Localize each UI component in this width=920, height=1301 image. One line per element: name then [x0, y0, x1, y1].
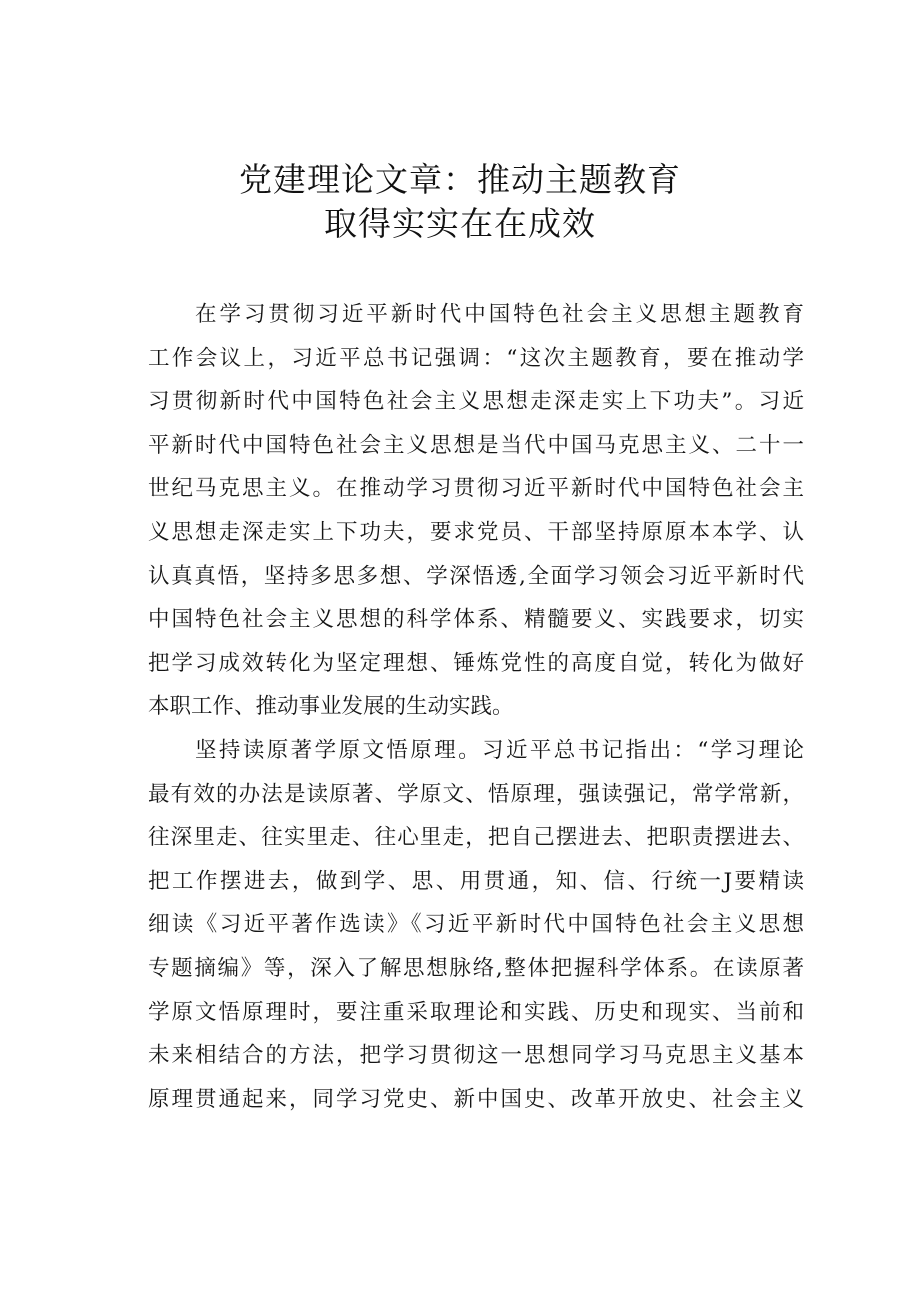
paragraph-2-line: 坚持读原著学原文悟原理。习近平总书记指出：“学习理论 [195, 737, 804, 763]
document-body [148, 293, 804, 1121]
paragraph-2-line: 把工作摆进去，做到学、思、用贯通，知、信、行统一J要精读 [148, 868, 804, 894]
document-title-line-2: 取得实实在在成效 [324, 204, 596, 243]
paragraph-1-line: 在学习贯彻习近平新时代中国特色社会主义思想主题教育 [195, 302, 804, 327]
paragraph-1-line: 把学习成效转化为坚定理想、锤炼党性的高度自觉，转化为做好 [148, 650, 804, 676]
paragraph-1-line: 平新时代中国特色社会主义思想是当代中国马克思主义、二十一 [148, 432, 804, 458]
paragraph-2-line: 细读《习近平著作选读》《习近平新时代中国特色社会主义思想 [148, 912, 804, 938]
paragraph-2-line: 往深里走、往实里走、往心里走，把自己摆进去、把职责摆进去、 [148, 825, 804, 851]
paragraph-2-line: 原理贯通起来，同学习党史、新中国史、改革开放史、社会主义 [148, 1086, 804, 1112]
paragraph-2-line: 最有效的办法是读原著、学原文、悟原理，强读强记，常学常新， [148, 781, 804, 807]
paragraph-1-line: 中国特色社会主义思想的科学体系、精髓要义、实践要求，切实 [148, 607, 804, 633]
document-title-line-1: 党建理论文章：推动主题教育 [239, 160, 681, 199]
paragraph-2-line: 未来相结合的方法，把学习贯彻这一思想同学习马克思主义基本 [148, 1043, 804, 1069]
paragraph-1-line: 世纪马克思主义。在推动学习贯彻习近平新时代中国特色社会主 [148, 476, 804, 502]
paragraph-1-line: 义思想走深走实上下功夫，要求党员、干部坚持原原本本学、认 [148, 519, 804, 545]
paragraph-1-line: 认真真悟，坚持多思多想、学深悟透,全面学习领会习近平新时代 [148, 563, 804, 589]
paragraph-2-line: 学原文悟原理时，要注重采取理论和实践、历史和现实、当前和 [148, 999, 804, 1025]
paragraph-1-line: 本职工作、推动事业发展的生动实践。 [148, 694, 514, 720]
paragraph-2-line: 专题摘编》等，深入了解思想脉络,整体把握科学体系。在读原著 [148, 955, 804, 981]
paragraph-1-line: 习贯彻新时代中国特色社会主义思想走深走实上下功夫”。习近 [148, 389, 804, 415]
paragraph-1-line: 工作会议上，习近平总书记强调：“这次主题教育，要在推动学 [148, 345, 804, 371]
